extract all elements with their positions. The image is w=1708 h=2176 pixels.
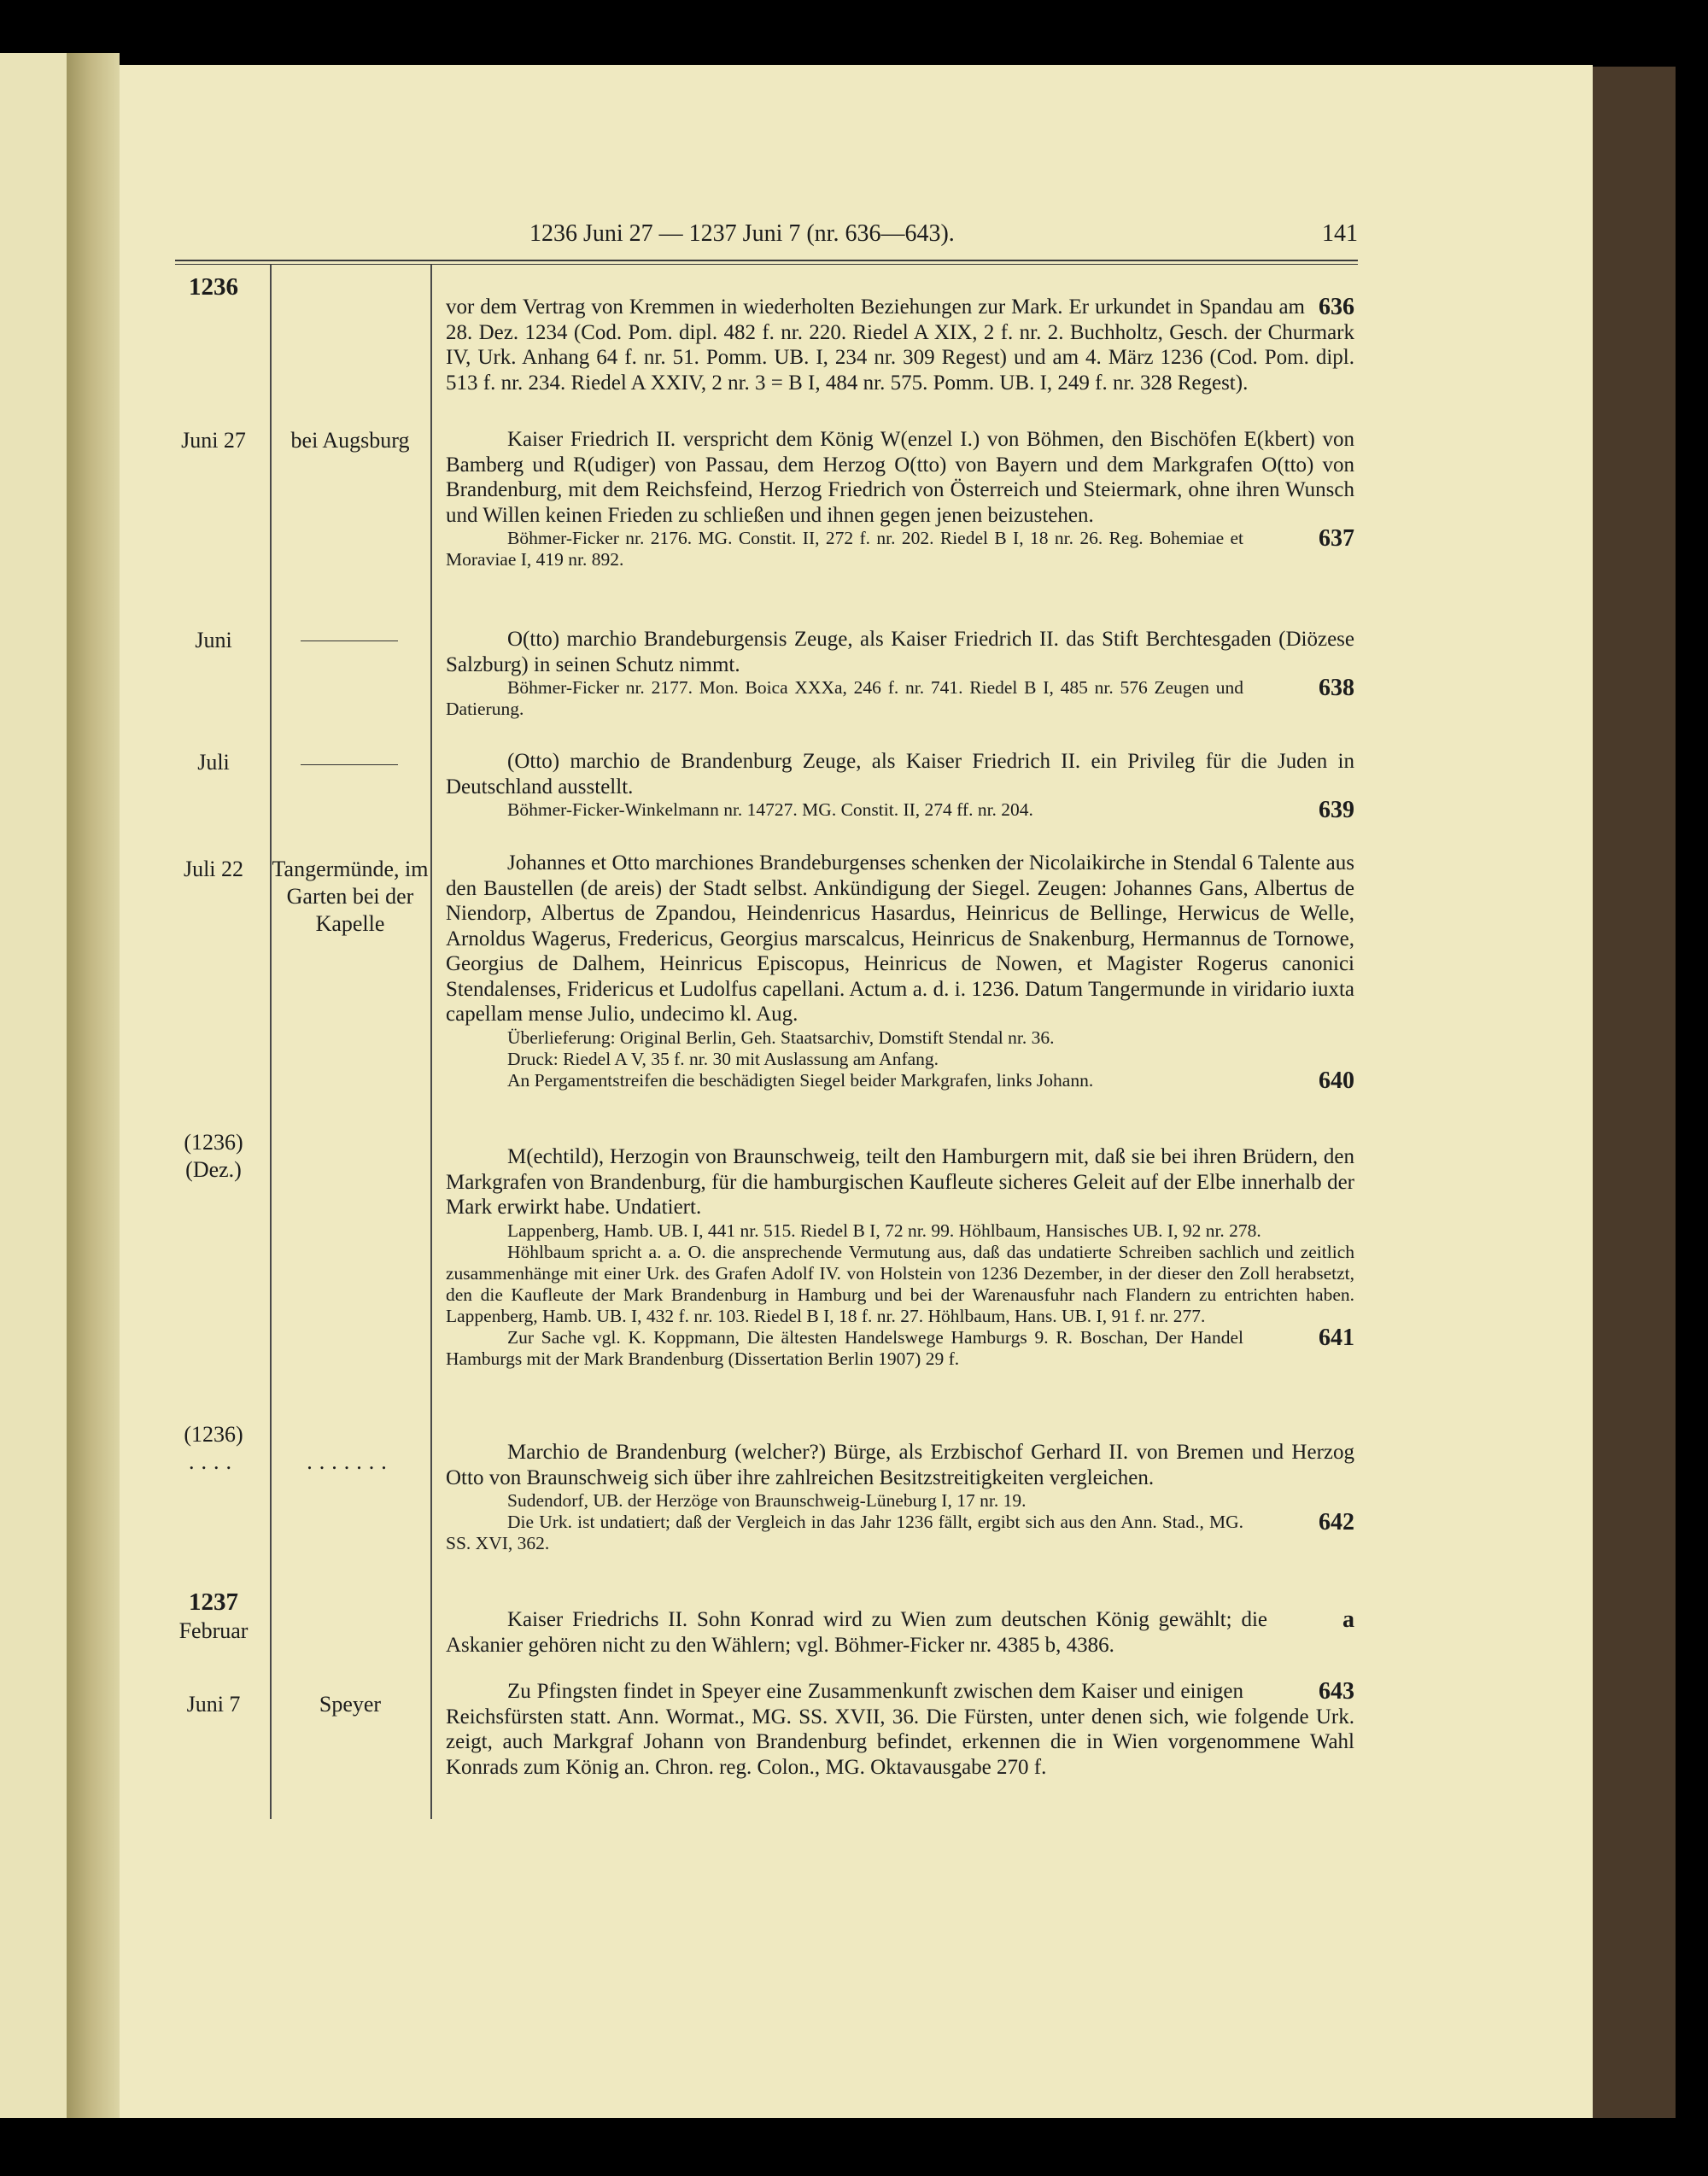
entry-note: An Pergamentstreifen die beschädigten Siegel beider Markgrafen, links Johann. xyxy=(507,1069,1094,1091)
entry-text: O(tto) marchio Brandeburgensis Zeuge, als Kaiser Friedrich II. das Stift Berchtesgaden (Diözese Salzburg) in seinen Schutz nimmt. xyxy=(446,628,1354,676)
entry-note: Zur Sache vgl. K. Koppmann, Die ältesten Handelswege Hamburgs 9. R. Boschan, Der Handel Hamburgs mit der Mark Brandenburg (Dissertation Berlin 1907) 29 f. xyxy=(446,1326,1243,1369)
running-title: 1236 Juni 27 — 1237 Juni 7 (nr. 636—643). xyxy=(529,220,955,247)
entry-636 xyxy=(446,295,1354,395)
entry-date: Juni 7 xyxy=(186,1692,241,1717)
entry-642 xyxy=(446,1440,1354,1554)
entry-number: a xyxy=(1342,1606,1354,1633)
entry-text: Johannes et Otto marchiones Brandeburgenses schenken der Nicolaikirche in Stendal 6 Talente aus den Baustellen (de areis) der Stadt selbst. Ankündigung der Siegel. Zeugen: Johannes Gans, Albertus de Niendorp, Albertus de Zpandou, Heindenricus Hasardus, Heinricus de Bellinge, Herwicus de Welle, Arnoldus Wagerus, Fredericus, Georgius marscalcus, Heinricus de Snakenburg, Hermannus de Tornowe, Georgius de Dalhem, Heinricus Episcopus, Heinricus de Nowen, et Magister Rogerus canonici Stendalenses, Fridericus et Ludolfus capellani. Actum a. d. i. 1236. Datum Tangermunde in viridario iuxta capellam mense Julio, undecimo kl. Aug. xyxy=(446,851,1354,1026)
page-number: 141 xyxy=(1322,220,1358,247)
book-cover-edge xyxy=(1593,67,1676,2118)
entry-text: Kaiser Friedrichs II. Sohn Konrad wird zu Wien zum deutschen König gewählt; die Askanier gehören nicht zu den Wählern; vgl. Böhmer-Ficker nr. 4385 b, 4386. xyxy=(446,1608,1267,1657)
entry-date: 1236 xyxy=(189,273,238,301)
entry-date: Juli xyxy=(197,750,230,775)
entry-date: (1236) xyxy=(184,1422,243,1447)
left-page-edge xyxy=(0,53,67,2118)
place-dash xyxy=(301,764,398,765)
entry-number: 642 xyxy=(1319,1509,1354,1535)
column-divider-place xyxy=(430,265,432,1819)
entry-639 xyxy=(446,749,1354,821)
header-rule-thin xyxy=(175,264,1358,265)
entry-date-month: Februar xyxy=(178,1618,249,1643)
entry-number: 636 xyxy=(1319,294,1354,320)
entry-note: Druck: Riedel A V, 35 f. nr. 30 mit Auslassung am Anfang. xyxy=(507,1048,939,1069)
entry-date: Juni xyxy=(195,628,232,652)
entry-number: 638 xyxy=(1319,675,1354,701)
entry-640 xyxy=(446,851,1354,1094)
entry-a xyxy=(446,1607,1354,1658)
entry-643 xyxy=(446,1679,1354,1780)
entry-number: 640 xyxy=(1319,1067,1354,1094)
entry-place: bei Augsburg xyxy=(290,428,410,453)
entry-note: Lappenberg, Hamb. UB. I, 441 nr. 515. Riedel B I, 72 nr. 99. Höhlbaum, Hansisches UB. I, 92 nr. 278. xyxy=(507,1220,1261,1241)
entry-note: Böhmer-Ficker nr. 2176. MG. Constit. II, 272 f. nr. 202. Riedel B I, 18 nr. 26. Reg. Bohemiae et Moraviae I, 419 nr. 892. xyxy=(446,528,1243,570)
entry-note: Die Urk. ist undatiert; daß der Vergleich in das Jahr 1236 fällt, ergibt sich aus den Ann. Stad., MG. SS. XVI, 362. xyxy=(446,1512,1243,1553)
entry-date: Juli 22 xyxy=(183,857,244,881)
entry-number: 641 xyxy=(1319,1324,1354,1351)
entry-637 xyxy=(446,427,1354,570)
entry-place: Speyer xyxy=(319,1692,382,1717)
entry-text: Zu Pfingsten findet in Speyer eine Zusammenkunft zwischen dem Kaiser und einigen Reichsfürsten statt. Ann. Wormat., MG. SS. XVII, 36. Die Fürsten, unter denen sich, wie folgende Urk. zeigt, auch Markgraf Johann von Brandenburg befindet, erkennen die in Wien vorgenommene Wahl Konrads zum König an. Chron. reg. Colon., MG. Oktavausgabe 270 f. xyxy=(446,1680,1354,1779)
entry-date: 1237 xyxy=(189,1588,238,1616)
entry-number: 643 xyxy=(1319,1678,1354,1705)
entry-date: Juni 27 xyxy=(181,428,246,453)
entry-note: Böhmer-Ficker-Winkelmann nr. 14727. MG. Constit. II, 274 ff. nr. 204. xyxy=(507,799,1033,820)
header-rule xyxy=(175,260,1358,261)
entry-number: 639 xyxy=(1319,797,1354,823)
entry-638 xyxy=(446,627,1354,720)
book-gutter xyxy=(67,53,120,2118)
entry-place-ellipsis: ....... xyxy=(307,1449,394,1474)
entry-text: vor dem Vertrag von Kremmen in wiederholten Beziehungen zur Mark. Er urkundet in Spandau am 28. Dez. 1234 (Cod. Pom. dipl. 482 f. nr. 220. Riedel A XIX, 2 f. nr. 2. Buchholtz, Gesch. der Churmark IV, Urk. Anhang 64 f. nr. 51. Pomm. UB. I, 234 nr. 309 Regest) und am 4. März 1236 (Cod. Pom. dipl. 513 f. nr. 234. Riedel A XXIV, 2 nr. 3 = B I, 484 nr. 575. Pomm. UB. I, 249 f. nr. 328 Regest). xyxy=(446,295,1354,395)
entry-641 xyxy=(446,1144,1354,1370)
entry-text: (Otto) marchio de Brandenburg Zeuge, als Kaiser Friedrich II. ein Privileg für die Juden in Deutschland ausstellt. xyxy=(446,750,1354,798)
entry-note: Böhmer-Ficker nr. 2177. Mon. Boica XXXa, 246 f. nr. 741. Riedel B I, 485 nr. 576 Zeugen und Datierung. xyxy=(446,677,1243,719)
column-divider-date xyxy=(270,265,272,1819)
entry-note: Höhlbaum spricht a. a. O. die ansprechende Vermutung aus, daß das undatierte Schreiben sachlich und zeitlich zusammenhänge mit einer Urk. des Grafen Adolf IV. von Holstein von 1236 Dezember, in der dieser den Zoll herabsetzt, den die Kaufleute der Mark Brandenburg in Hamburg und bei der Warenausfuhr nach Flandern zu entrichten haben. Lappenberg, Hamb. UB. I, 432 f. nr. 103. Riedel B I, 18 f. nr. 27. Höhlbaum, Hans. UB. I, 91 f. nr. 277. xyxy=(446,1241,1354,1326)
entry-date-ellipsis: .... xyxy=(189,1449,238,1474)
entry-text: Marchio de Brandenburg (welcher?) Bürge, als Erzbischof Gerhard II. von Bremen und Herzog Otto von Braunschweig sich über ihre zahlreichen Besitzstreitigkeiten vergleichen. xyxy=(446,1441,1354,1489)
entry-note: Überlieferung: Original Berlin, Geh. Staatsarchiv, Domstift Stendal nr. 36. xyxy=(507,1027,1055,1048)
entry-date: (1236) (Dez.) xyxy=(184,1130,243,1182)
entry-number: 637 xyxy=(1319,525,1354,552)
entry-text: M(echtild), Herzogin von Braunschweig, teilt den Hamburgern mit, daß sie bei ihren Brüdern, den Markgrafen von Brandenburg, für die hamburgischen Kaufleute sicheres Geleit auf der Elbe innerhalb der Mark erwirkt habe. Undatiert. xyxy=(446,1145,1354,1219)
entry-text: Kaiser Friedrich II. verspricht dem König W(enzel I.) von Böhmen, den Bischöfen E(kbert) von Bamberg und R(udiger) von Passau, dem Herzog O(tto) von Bayern und dem Markgrafen O(tto) von Brandenburg, mit dem Reichsfeind, Herzog Friedrich von Österreich und Steiermark, ohne ihren Wunsch und Willen keinen Frieden zu schließen und ihnen gegen jenen beizustehen. xyxy=(446,428,1354,527)
entry-note: Sudendorf, UB. der Herzöge von Braunschweig-Lüneburg I, 17 nr. 19. xyxy=(507,1490,1027,1511)
entry-place: Tangermünde, im Garten bei der Kapelle xyxy=(272,857,429,936)
